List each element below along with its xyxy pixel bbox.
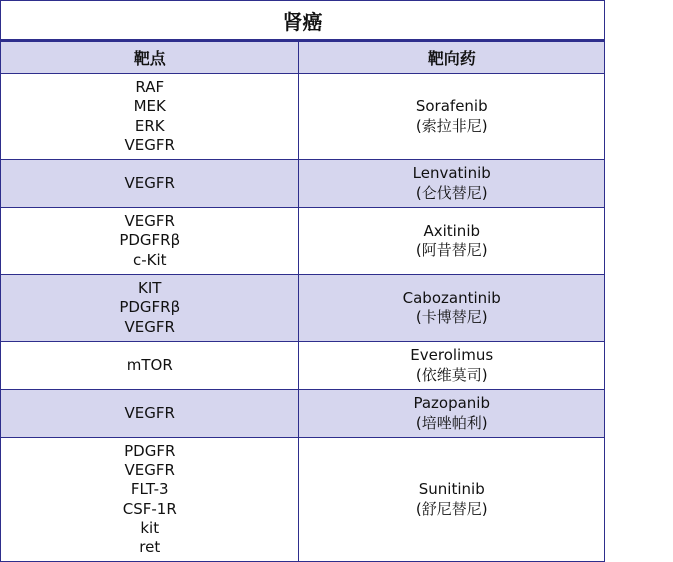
drug-name-en: Pazopanib xyxy=(413,394,490,413)
drug-name-en: Everolimus xyxy=(410,346,494,365)
drug-name-en: Lenvatinib xyxy=(412,164,491,183)
target-name: VEGFR xyxy=(124,403,175,422)
table-title: 肾癌 xyxy=(1,1,605,41)
target-name: VEGFR xyxy=(124,460,175,479)
table-row xyxy=(1,390,605,438)
table-row xyxy=(1,342,605,390)
target-name: VEGFR xyxy=(124,212,175,231)
header-drug: 靶向药 xyxy=(299,41,605,74)
target-name: FLT-3 xyxy=(130,480,169,499)
target-cell xyxy=(1,438,299,562)
drug-name-cn: (舒尼替尼) xyxy=(415,499,488,518)
target-cell xyxy=(1,74,299,160)
table-row xyxy=(1,275,605,342)
drug-name-cn: (卡博替尼) xyxy=(415,308,488,326)
target-name: ERK xyxy=(134,116,165,135)
target-name: PDGFRβ xyxy=(119,298,181,317)
drug-name-cn: (仑伐替尼) xyxy=(415,183,488,202)
title-row xyxy=(1,1,605,41)
header-target: 靶点 xyxy=(1,41,299,74)
target-name: PDGFR xyxy=(124,441,176,460)
target-name: MEK xyxy=(133,97,166,116)
table-body xyxy=(1,74,605,562)
drug-name-cn: (培唑帕利) xyxy=(415,413,488,432)
target-name: KIT xyxy=(138,279,162,298)
target-name: c-Kit xyxy=(132,250,167,269)
drug-cell xyxy=(299,160,605,208)
table-row xyxy=(1,438,605,562)
drug-cell xyxy=(299,438,605,562)
drug-name-en: Sunitinib xyxy=(418,480,485,499)
target-name: mTOR xyxy=(126,355,173,374)
target-cell xyxy=(1,208,299,275)
target-cell xyxy=(1,275,299,342)
drug-name-cn: (依维莫司) xyxy=(415,365,488,384)
target-name: CSF-1R xyxy=(122,499,177,518)
drug-cell xyxy=(299,342,605,390)
drug-cell xyxy=(299,390,605,438)
drug-cell xyxy=(299,208,605,275)
target-cell xyxy=(1,342,299,390)
drug-cell xyxy=(299,275,605,342)
target-cell xyxy=(1,160,299,208)
table-row xyxy=(1,160,605,208)
target-name: RAF xyxy=(135,77,165,96)
table-row xyxy=(1,208,605,275)
header-row xyxy=(1,41,605,74)
drug-name-en: Cabozantinib xyxy=(402,288,501,307)
drug-name-cn: (阿昔替尼) xyxy=(415,241,488,259)
drug-name-cn: (索拉非尼) xyxy=(415,116,488,135)
table-row xyxy=(1,74,605,160)
target-cell xyxy=(1,390,299,438)
target-name: VEGFR xyxy=(124,317,175,336)
drug-name-en: Sorafenib xyxy=(415,97,488,116)
target-name: VEGFR xyxy=(124,173,175,192)
target-name: kit xyxy=(140,518,160,537)
target-name: PDGFRβ xyxy=(119,231,181,250)
drug-name-en: Axitinib xyxy=(423,221,481,240)
target-name: VEGFR xyxy=(124,135,175,154)
target-name: ret xyxy=(139,538,161,557)
drug-cell xyxy=(299,74,605,160)
